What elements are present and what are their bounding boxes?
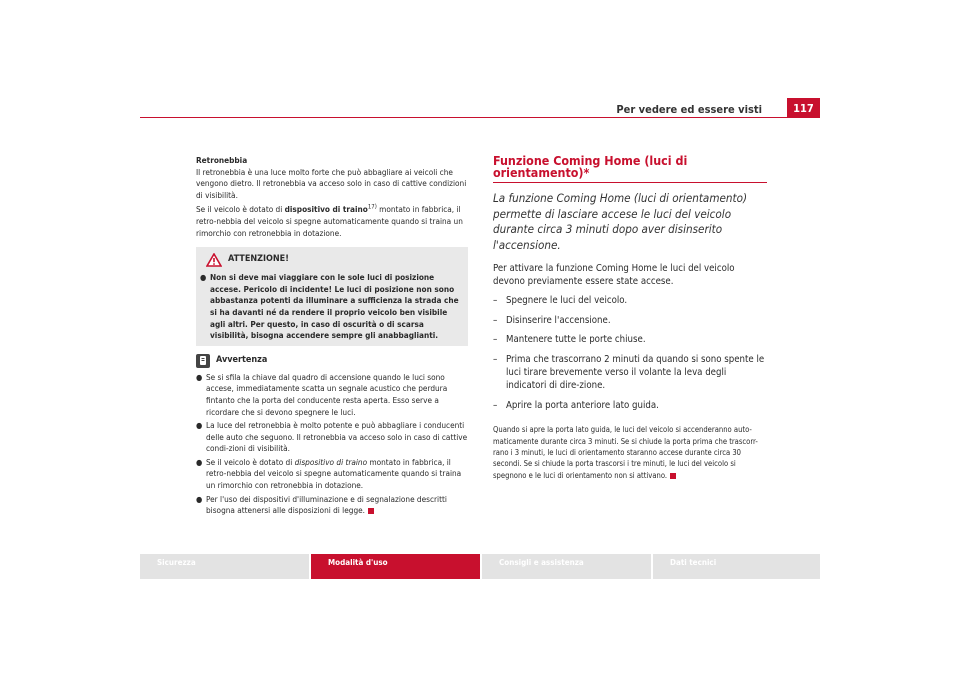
note-title: Avvertenza bbox=[216, 354, 268, 365]
bullet-icon: ● bbox=[196, 372, 203, 382]
footer-tab-modalita-uso[interactable]: Modalità d'uso bbox=[311, 554, 480, 579]
section-body: Per attivare la funzione Coming Home le luci del veicolo devono previamente essere state accese. bbox=[493, 262, 735, 287]
left-column bbox=[196, 155, 468, 517]
note-text: La luce del retronebbia è molto potente e può abbagliare i conducenti delle auto che seguono. Il retronebbia va acceso solo in caso di cattive condi-zioni di visibilità. bbox=[206, 420, 468, 454]
section-heading-retronebbia: Retronebbia bbox=[196, 155, 248, 165]
header-divider bbox=[140, 117, 820, 118]
paragraph-towing-pre: Se il veicolo è dotato di bbox=[196, 204, 285, 215]
footnote-ref[interactable]: 17) bbox=[367, 203, 377, 211]
section-note-text: Quando si apre la porta lato guida, le luci del veicolo si accenderanno auto-maticamente durante circa 3 minuti. Se si chiude la porta prima che trascorr-rano i 3 minuti, le luci di orientamento staranno accese durante circa 30 secondi. Se si chiude la porta trascorsi i tre minuti, le luci del veicolo si spegnono e le luci di orientamento non si attivano. bbox=[493, 425, 758, 480]
step-text: Aprire la porta anteriore lato guida. bbox=[506, 399, 659, 411]
note-text: Se si sfila la chiave dal quadro di accensione quando le luci sono accese, immediatamente scatta un segnale acustico che perdura fintanto che la porta del conducente resta aperta. Esso serve a ricordare che si devono spegnere le luci. bbox=[206, 371, 448, 417]
warning-item bbox=[200, 272, 464, 342]
note-item bbox=[196, 420, 468, 455]
dash-bullet: – bbox=[493, 353, 498, 365]
dash-bullet: – bbox=[493, 399, 498, 411]
note-text-italic: dispositivo di traino bbox=[294, 456, 368, 467]
footer-tab-sicurezza[interactable]: Sicurezza bbox=[140, 554, 309, 579]
paragraph-towing bbox=[196, 204, 468, 239]
note-text bbox=[206, 494, 468, 517]
section-intro: La funzione Coming Home (luci di orientamento) permette di lasciare accese le luci del veicolo durante circa 3 minuti dopo aver disinserito l'accensione. bbox=[493, 191, 748, 252]
warning-text: Non si deve mai viaggiare con le sole luci di posizione accese. Pericolo di incidente! Le luci di posizione non sono abbastanza potenti da illuminare a sufficienza la strada che si ha davanti né da rendere il proprio veicolo ben visibile agli altri. Per questo, in caso di oscurità o di scarsa visibilità, bisogna accendere sempre gli anabbaglianti. bbox=[210, 272, 459, 341]
section-end-icon bbox=[368, 508, 374, 514]
footer-tab-dati-tecnici[interactable]: Dati tecnici bbox=[653, 554, 820, 579]
warning-box bbox=[196, 247, 468, 346]
step-item bbox=[493, 353, 767, 393]
paragraph-towing-bold: dispositivo di traino bbox=[284, 204, 368, 215]
warning-triangle-icon bbox=[206, 253, 222, 267]
step-item bbox=[493, 333, 767, 346]
note-text-post: montato in fabbrica, il retro-nebbia del veicolo si spegne automaticamente quando si traina un rimorchio con retronebbia in dotazione. bbox=[206, 456, 462, 491]
step-text: Prima che trascorrano 2 minuti da quando si sono spente le luci tirare brevemente verso il volante la leva degli indicatori di dire-zione. bbox=[506, 353, 765, 392]
step-item bbox=[493, 314, 767, 327]
step-item bbox=[493, 294, 767, 307]
right-column bbox=[493, 155, 767, 481]
note-text bbox=[206, 457, 468, 492]
bullet-icon: ● bbox=[200, 273, 207, 283]
page-number: 117 bbox=[787, 98, 820, 117]
note-text-pre: Se il veicolo è dotato di bbox=[206, 456, 295, 467]
bullet-icon: ● bbox=[196, 457, 203, 467]
note-text-last: Per l'uso dei dispositivi d'illuminazione e di segnalazione descritti bisogna attenersi alle disposizioni di legge. bbox=[206, 493, 447, 516]
paragraph-retronebbia: Il retronebbia è una luce molto forte che può abbagliare ai veicoli che vengono dietro. Il retronebbia va acceso solo in caso di cattive condizioni di visibilità. bbox=[196, 166, 467, 200]
bullet-icon: ● bbox=[196, 494, 203, 504]
note-header bbox=[196, 354, 468, 368]
section-title-coming-home: Funzione Coming Home (luci di orientamento)* bbox=[493, 155, 767, 183]
dash-bullet: – bbox=[493, 334, 498, 346]
warning-header bbox=[206, 253, 464, 267]
step-text: Mantenere tutte le porte chiuse. bbox=[506, 334, 646, 346]
step-item bbox=[493, 399, 767, 412]
warning-title: ATTENZIONE! bbox=[228, 254, 289, 265]
paragraph-towing-post: montato in fabbrica, il retro-nebbia del veicolo si spegne automaticamente quando si traina un rimorchio con retronebbia in dotazione. bbox=[196, 204, 463, 238]
section-note bbox=[493, 424, 767, 481]
dash-bullet: – bbox=[493, 295, 498, 307]
footer-tab-consigli[interactable]: Consigli e assistenza bbox=[482, 554, 651, 579]
note-hand-icon bbox=[196, 354, 210, 368]
step-text: Disinserire l'accensione. bbox=[506, 314, 611, 326]
bullet-icon: ● bbox=[196, 421, 203, 431]
page-header-title: Per vedere ed essere visti bbox=[616, 103, 762, 116]
note-item bbox=[196, 457, 468, 492]
step-text: Spegnere le luci del veicolo. bbox=[506, 295, 628, 307]
note-item bbox=[196, 372, 468, 418]
steps-list bbox=[493, 294, 767, 412]
note-item bbox=[196, 494, 468, 517]
dash-bullet: – bbox=[493, 314, 498, 326]
section-end-icon bbox=[670, 473, 676, 479]
